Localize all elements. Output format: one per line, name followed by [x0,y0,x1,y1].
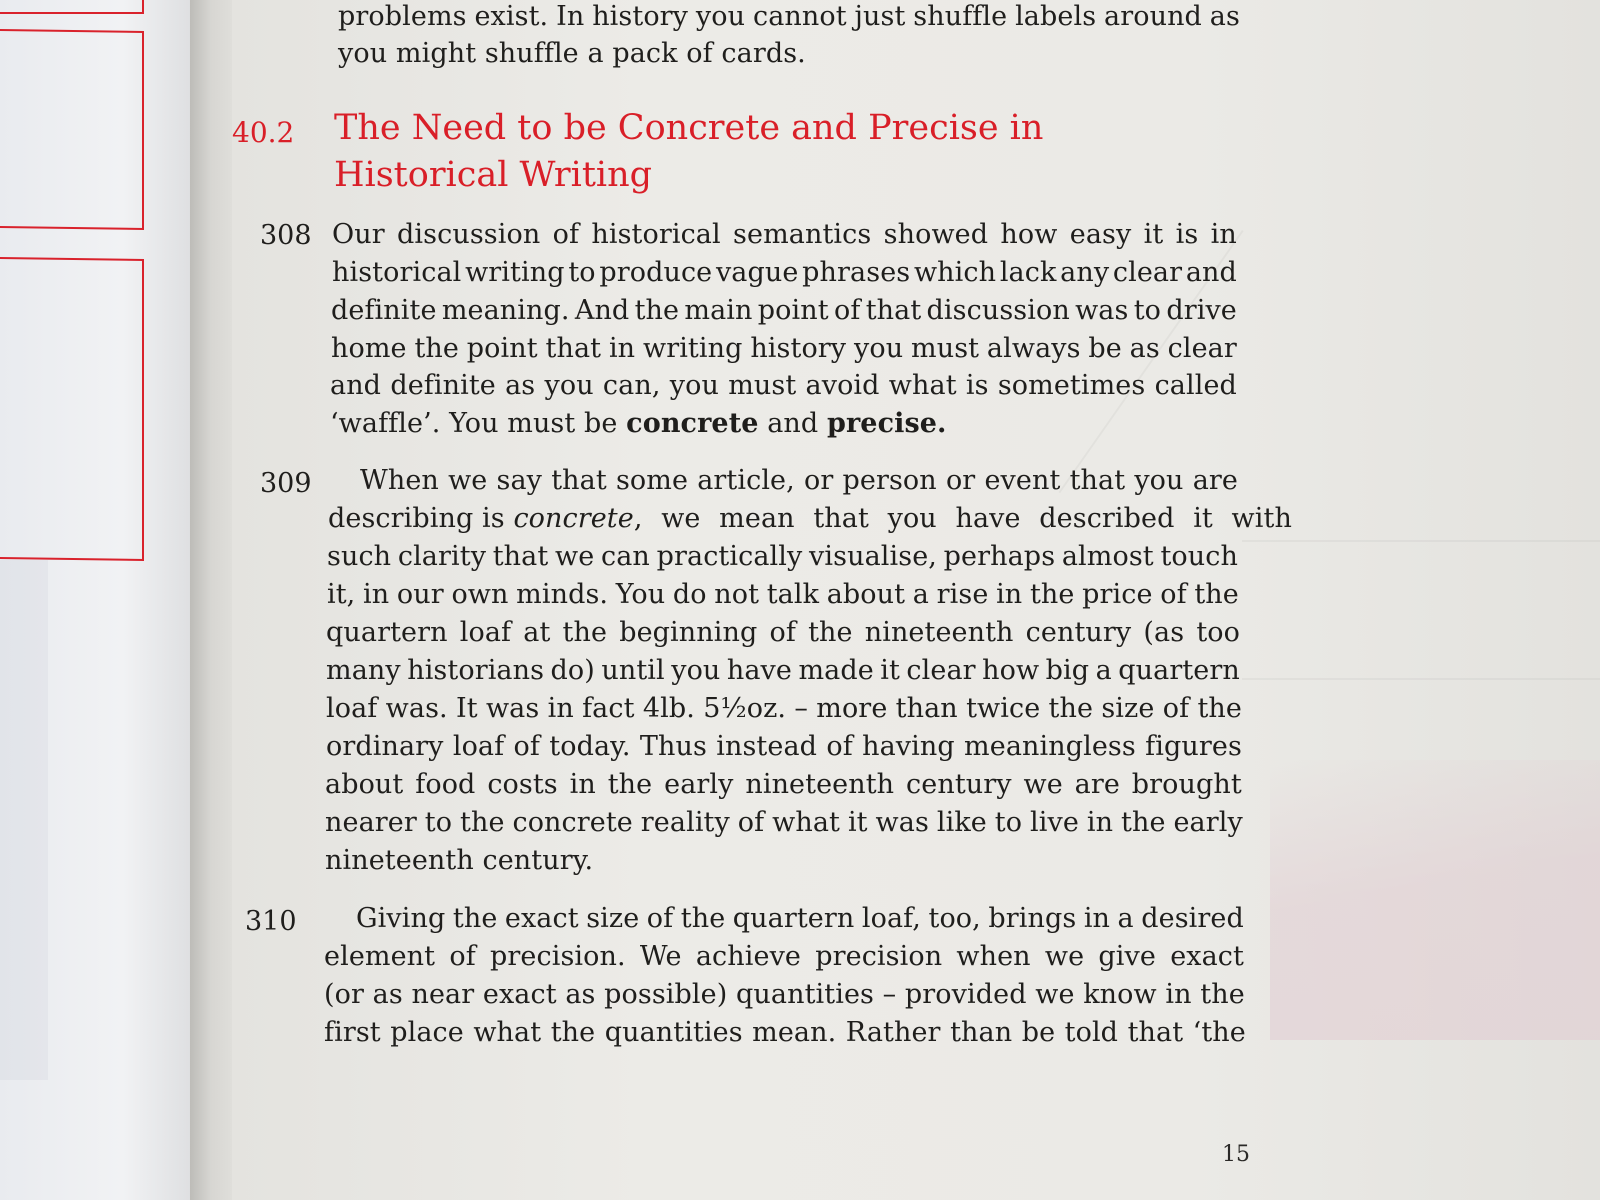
body-text-line: and definite as you can, you must avoid what is sometimes called [330,370,1237,401]
page-number: 15 [1222,1142,1250,1167]
italic-term: concrete [513,503,634,534]
body-text-line: describing is concrete , we mean that you have described it with [328,500,1238,538]
section-title-line: Historical Writing [334,155,653,195]
red-frame [0,29,144,230]
body-text-line: many historians do) until you have made it clear how big a quartern [326,655,1240,686]
show-through-line [1242,678,1600,680]
body-text-line: When we say that some article, or person or event that you are [360,465,1238,496]
section-number: 40.2 [232,116,295,149]
body-text-line: such clarity that we can practically visualise, perhaps almost touch [327,541,1238,572]
show-through-shading [1270,760,1600,1040]
body-text-line: first place what the quantities mean. Rather than be told that ‘the [324,1017,1246,1048]
body-text-line: Giving the exact size of the quartern loaf, too, brings in a desired [356,903,1244,934]
body-text-line: about food costs in the early nineteenth century we are brought [325,769,1242,800]
body-text-line: definite meaning. And the main point of that discussion was to drive [331,295,1237,326]
body-text-line: ordinary loaf of today. Thus instead of having meaningless figures [326,731,1242,762]
body-text-line: historical writing to produce vague phrases which lack any clear and [332,257,1237,288]
body-text-line: home the point that in writing history you must always be as clear [331,333,1237,364]
section-title-line: The Need to be Concrete and Precise in [334,108,1044,148]
red-frame [0,0,144,14]
body-text-line: it, in our own minds. You do not talk about a rise in the price of the [327,579,1239,610]
bold-term: precise. [826,408,947,439]
page-shadow [0,560,48,1080]
body-text-line: ‘waffle’. You must be concrete and precise. [330,405,1237,443]
body-text-line: Our discussion of historical semantics showed how easy it is in [332,219,1237,250]
paragraph-number: 310 [245,906,297,937]
body-text-line: nineteenth century. [325,845,594,876]
bold-term: concrete [626,408,759,439]
body-text-line: loaf was. It was in fact 4lb. 5½oz. – more than twice the size of the [326,693,1242,724]
facing-page-left [0,0,205,1200]
body-text-line: nearer to the concrete reality of what it was like to live in the early [325,807,1243,838]
red-frame [0,257,144,561]
body-text-line: you might shuffle a pack of cards. [338,38,806,69]
body-text-line: quartern loaf at the beginning of the nineteenth century (as too [326,617,1240,648]
body-text-line: (or as near exact as possible) quantities – provided we know in the [324,979,1245,1010]
paragraph-number: 308 [260,220,312,251]
body-text-line: element of precision. We achieve precision when we give exact [324,941,1244,972]
paragraph-number: 309 [260,468,312,499]
show-through-line [1242,540,1600,542]
body-text-line: problems exist. In history you cannot just shuffle labels around as [338,1,1240,32]
